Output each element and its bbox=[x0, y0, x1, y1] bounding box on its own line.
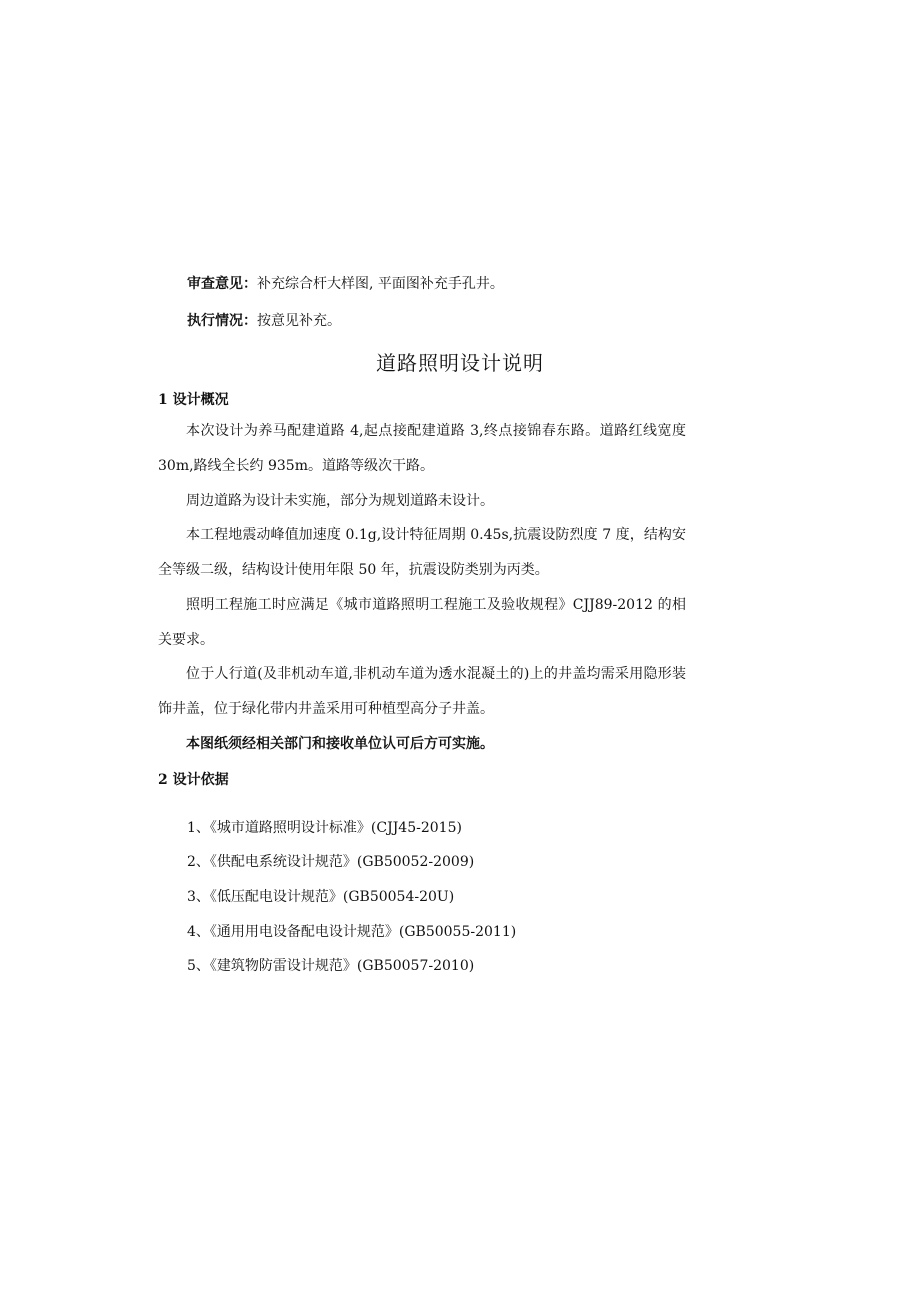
document-title: 道路照明设计说明 bbox=[376, 351, 544, 375]
review-opinion bbox=[187, 274, 504, 294]
reference-item-2: 2、《供配电系统设计规范》(GB50052-2009) bbox=[187, 854, 475, 870]
reference-item-1: 1、《城市道路照明设计标准》(CJJ45-2015) bbox=[187, 820, 462, 836]
reference-item-4: 4、《通用用电设备配电设计规范》(GB50055-2011) bbox=[187, 924, 517, 940]
paragraph-construction-standard: 照明工程施工时应满足《城市道路照明工程施工及验收规程》CJJ89-2012 的相关要求。 bbox=[158, 597, 686, 648]
execution-status-label: 执行情况： bbox=[187, 313, 257, 329]
paragraph-overview: 本次设计为养马配建道路 4,起点接配建道路 3,终点接锦春东路。道路红线宽度 30m,路线全长约 935m。道路等级次干路。 bbox=[158, 423, 686, 474]
paragraph-manhole-covers: 位于人行道(及非机动车道,非机动车道为透水混凝土的)上的井盖均需采用隐形装饰井盖，位于绿化带内井盖采用可种植型高分子井盖。 bbox=[158, 666, 686, 717]
section-2-heading: 2 设计依据 bbox=[158, 772, 229, 788]
review-opinion-label: 审查意见： bbox=[187, 276, 257, 292]
review-opinion-text: 补充综合杆大样图, 平面图补充手孔井。 bbox=[257, 276, 504, 292]
reference-item-5: 5、《建筑物防雷设计规范》(GB50057-2010) bbox=[187, 958, 475, 974]
execution-status bbox=[187, 311, 341, 331]
approval-notice: 本图纸须经相关部门和接收单位认可后方可实施。 bbox=[186, 736, 494, 752]
paragraph-surrounding-roads: 周边道路为设计未实施，部分为规划道路未设计。 bbox=[186, 493, 494, 509]
execution-status-text: 按意见补充。 bbox=[257, 313, 341, 329]
reference-item-3: 3、《低压配电设计规范》(GB50054-20U) bbox=[187, 889, 455, 905]
paragraph-seismic: 本工程地震动峰值加速度 0.1g,设计特征周期 0.45s,抗震设防烈度 7 度，结构安全等级二级，结构设计使用年限 50 年，抗震设防类别为丙类。 bbox=[158, 527, 686, 578]
section-1-heading: 1 设计概况 bbox=[158, 392, 229, 408]
